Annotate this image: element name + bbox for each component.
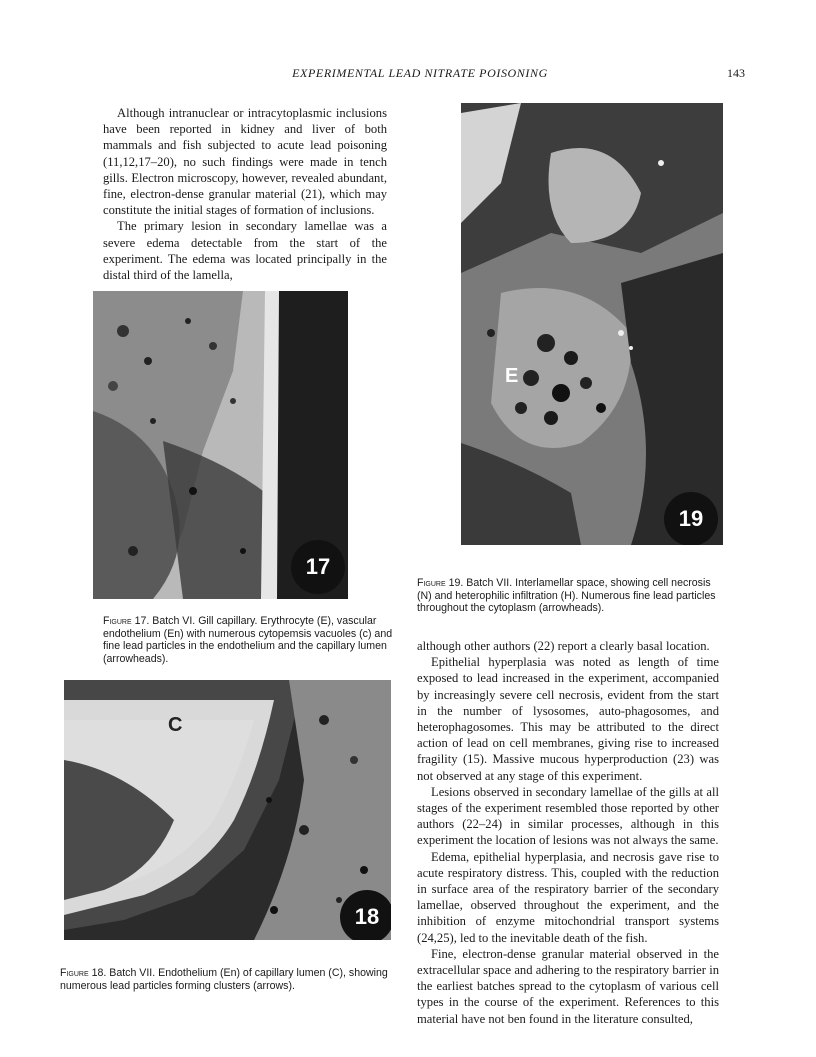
figure-18-number-badge: 18 [340,890,391,940]
figure-19-caption-text: Batch VII. Interlamellar space, showing cell necrosis (N) and heterophilic infiltration (H). Numerous fine lead particles throughout the cytoplasm (arrowheads). [417,577,716,615]
figure-17-caption-label: Figure 17. [103,615,150,627]
figure-17-number-badge: 17 [291,540,345,594]
figure-18-caption [60,967,390,992]
figure-19-erythrocyte-label: E [505,365,519,387]
figure-18-micrograph [64,680,391,940]
figure-17-caption-text: Batch VI. Gill capillary. Erythrocyte (E), vascular endothelium (En) with numerous cytopemsis vacuoles (c) and fine lead particles in the endothelium and the capillary lumen (arrowheads). [103,615,393,665]
figure-18-caption-text: Batch VII. Endothelium (En) of capillary lumen (C), showing numerous lead particles forming clusters (arrows). [60,967,388,992]
left-column-text [103,105,387,283]
figure-19-number-badge: 19 [664,492,718,545]
page-number: 143 [727,66,745,80]
running-head: EXPERIMENTAL LEAD NITRATE POISONING [292,66,548,80]
figure-19-caption-label: Figure 19. [417,577,464,589]
paragraph: Fine, electron-dense granular material observed in the extracellular space and adhering to the respiratory barrier in the earliest batches spread to the cytoplasm of various cell types in the course of the experiment. References to this material have not ben found in the literature consulted, [417,946,719,1026]
figure-19-caption [417,577,721,615]
paragraph: Epithelial hyperplasia was noted as length of time exposed to lead increased in the experiment, accompanied by increasingly severe cell necrosis, evident from the start in the number of lysosomes, auto-phagosomes, and heterophagosomes. This may be attributed to the direct action of lead on cell membranes, giving rise to increased fragility (15). Massive mucous hyperproduction (23) was not observed at any stage of this experiment. [417,655,719,783]
figure-19-micrograph [461,103,723,545]
paragraph: The primary lesion in secondary lamellae was a severe edema detectable from the start of the experiment. The edema was located principally in the distal third of the lamella, [103,219,387,283]
right-column-text [417,638,719,1027]
figure-18-lumen-label: C [168,714,183,736]
figure-17-caption [103,615,397,665]
paragraph: Edema, epithelial hyperplasia, and necrosis gave rise to acute respiratory distress. This, coupled with the reduction in surface area of the respiratory barrier of the secondary lamellae, observed throughout the experiment, and the inhibition of enzyme mitochondrial transport systems (24,25), led to the inevitable death of the fish. [417,849,719,945]
micrograph-18-image [64,680,391,940]
figure-18-caption-label: Figure 18. [60,967,107,979]
paragraph: Lesions observed in secondary lamellae of the gills at all stages of the experiment resembled those reported by other authors (22–24) in similar processes, although in this experiment the location of lesions was not always the same. [417,784,719,848]
paragraph: Although intranuclear or intracytoplasmic inclusions have been reported in kidney and liver of both mammals and fish subjected to acute lead poisoning (11,12,17–20), no such findings were made in tench gills. Electron microscopy, however, revealed abundant, fine, electron-dense granular material (21), which may constitute the initial stages of formation of inclusions. [103,106,387,218]
paragraph-continuation: although other authors (22) report a clearly basal location. [417,639,710,653]
micrograph-19-image [461,103,723,545]
figure-17-micrograph [93,291,348,599]
